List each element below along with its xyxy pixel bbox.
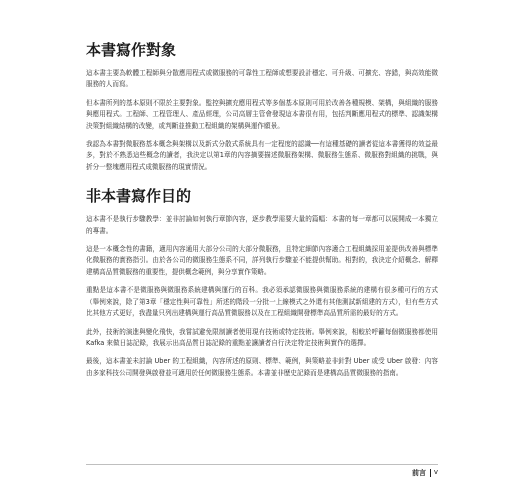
section-title-audience: 本書寫作對象 bbox=[86, 41, 177, 59]
footer-section-label: 前言 bbox=[412, 469, 426, 477]
footer-divider bbox=[430, 469, 431, 477]
paragraph: 此外，技術的演進與變化飛快，我嘗試避免限制讀者使用現有技術或特定技術。舉例來說，相較於呼籲每個微服務都使用 Kafka 來做日誌記錄，我展示出高品質日誌記錄的重點並讓讀者自行決定特定技術與實作的選擇。 bbox=[86, 327, 438, 347]
paragraph: 最後，這本書並未討論 Uber 的工程組織，內容所述的原則、標準、範例，與策略並非針對 Uber 或受 Uber 啟發：內容由多家科技公司開發與啟發並可適用於任何微服務生態系。本書並非歷史記錄而是建構高品質微服務的指南。 bbox=[86, 357, 438, 377]
document-page bbox=[86, 40, 438, 386]
paragraph: 這本書不是執行步驟教學：並非討論如何執行章節內容，逐步教學需要大量的篇幅：本書的每一章都可以展開成一本獨立的專書。 bbox=[86, 215, 438, 235]
paragraph: 重點是這本書不是微服務與微服務系統建構與運行的百科。我必須承認微服務與微服務系統的建構有很多種可行的方式（舉例來說，除了第3章「穩定性與可靠性」所述的階段一分批一上線模式之外還有其他測試新組建的方式），但有些方式比其他方式更好，我盡量只列出建構與運行高品質微服務以及在工程組織開發標準高品質所需的最好的方式。 bbox=[86, 286, 438, 318]
section-title-not-purpose: 非本書寫作目的 bbox=[86, 187, 192, 206]
page-number: v bbox=[433, 468, 438, 476]
paragraph: 我認為本書對微服務基本概念與架構以及新式分散式系統具有一定程度的認識──有這種基礎的讀者從這本書獲得的效益最多，對於不熟悉這些概念的讀者，我決定以第1章的內容摘要描述微服務架構、微服務生態系、微服務對組織的挑戰，與折分一整塊應用程式成微服務的現實情況。 bbox=[86, 140, 438, 171]
paragraph: 這是一本概念性的書籍，適用內容通用大部分公司的大部分微服務，且特定細節內容適合工程組織採用並提供改善與標準化微服務的實務指引。由於各公司的微服務生態系不同，詳列執行步驟並不能提供幫助。相對的，我決定介紹概念、解釋建構高品質微服務的重要性，提供概念範例，與分享實作策略。 bbox=[86, 245, 438, 276]
paragraph: 但本書所列的基本原則不限於主要對象。監控與擴充應用程式等多個基本原則可用於改善各種規模、架構，與組織的服務與應用程式。工程師、工程管理人、產品經理，公司高層主管會發現這本書很有用，包括判斷應用程式的標準、認識架構決策對組織結構的改變，或判斷並推動工程組織的架構與運作願景。 bbox=[86, 98, 438, 130]
page-footer bbox=[86, 464, 438, 479]
paragraph: 這本書主要為軟體工程師與分散應用程式或微服務的可靠性工程師或想要設計穩定、可升級、可擴充、容錯，與高效能微服務的人而寫。 bbox=[86, 69, 438, 89]
